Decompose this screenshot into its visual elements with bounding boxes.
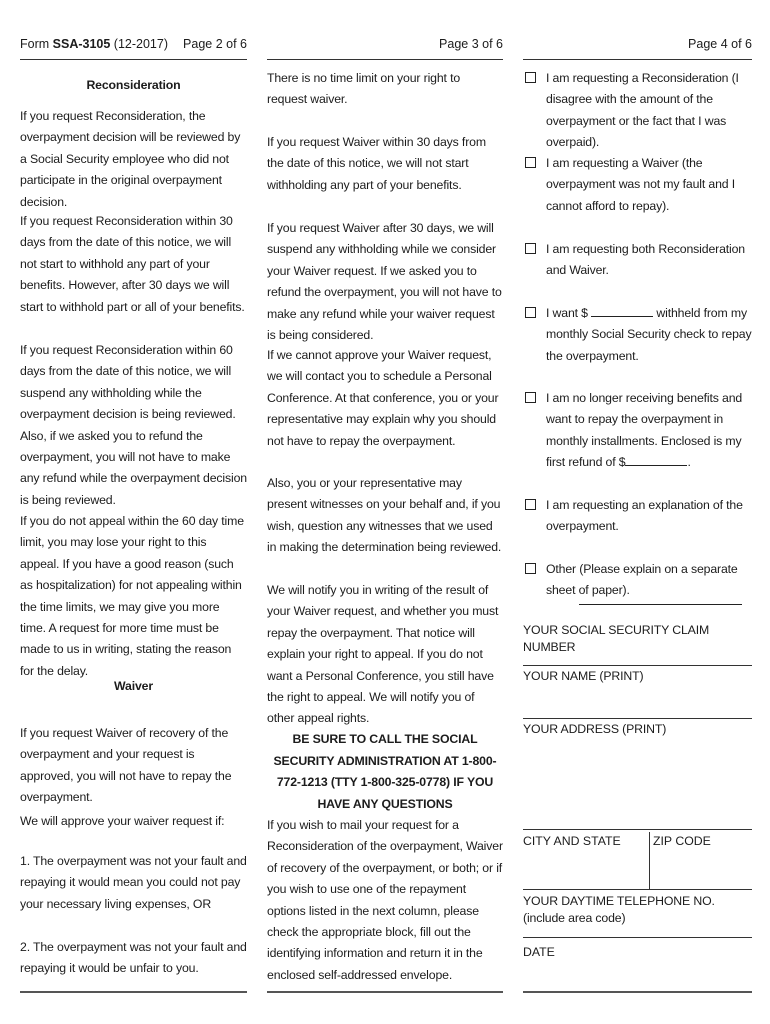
checkbox-explanation[interactable] [525, 499, 536, 510]
option-explanation [523, 495, 752, 538]
zip-code-label[interactable]: ZIP CODE [653, 834, 711, 848]
date-field[interactable] [523, 945, 752, 959]
claim-number-field[interactable] [523, 622, 752, 666]
checkbox-both[interactable] [525, 243, 536, 254]
name-field[interactable] [523, 668, 752, 719]
option-withhold [523, 303, 752, 367]
address-field[interactable] [523, 721, 752, 829]
form-id: SSA-3105 [52, 37, 111, 51]
withhold-amount-field[interactable] [591, 316, 653, 317]
option-installments [523, 388, 752, 474]
reconsideration-heading: Reconsideration [86, 78, 181, 92]
page-3-column [267, 0, 503, 1024]
paragraph: If you request Waiver after 30 days, we will suspend any withholding while we consider your Waiver request. If we asked you to refund the overpayment, you will not have to make any refund while your waiver request is being considered. [267, 221, 502, 343]
field-divider [523, 829, 752, 830]
option-label-post: withheld from my monthly Social Security check to repay the overpayment. [546, 306, 752, 363]
paragraph: We will approve your waiver request if: [20, 814, 225, 828]
checkbox-withhold[interactable] [525, 307, 536, 318]
field-label: DATE [523, 945, 555, 959]
field-divider [649, 832, 650, 889]
option-label-pre: I want $ [546, 306, 592, 320]
other-explanation-line[interactable] [579, 604, 742, 605]
paragraph: 1. The overpayment was not your fault and repaying it would mean you could not pay your necessary living expenses, OR [20, 854, 247, 911]
phone-field[interactable] [523, 893, 752, 938]
paragraph: If you request Waiver within 30 days from the date of this notice, we will not start withholding any part of your benefits. [267, 135, 486, 192]
waiver-heading: Waiver [114, 679, 153, 693]
checkbox-waiver[interactable] [525, 157, 536, 168]
option-both [523, 239, 752, 282]
city-state-label[interactable]: CITY AND STATE [523, 834, 621, 848]
paragraph: If you request Reconsideration, the overpayment decision will be reviewed by a Social Security employee who did not participate in the original overpayment decision. [20, 109, 241, 209]
page-header [523, 37, 752, 60]
option-label: I am requesting a Waiver (the overpayment was not my fault and I cannot afford to repay). [546, 156, 736, 213]
page-header [20, 37, 247, 60]
paragraph: Also, you or your representative may present witnesses on your behalf and, if you wish, question any witnesses that we used in making the determination being reviewed. [267, 476, 502, 555]
refund-amount-field[interactable] [625, 465, 687, 466]
field-label: YOUR ADDRESS (PRINT) [523, 722, 667, 736]
form-date: (12-2017) [110, 37, 169, 51]
paragraph: If you do not appeal within the 60 day time limit, you may lose your right to this appeal. If you have a good reason (such as hospitalization) for not appealing within the time limits, we may give you more time. A request for more time must be made to us in writing, stating the reason for the delay. [20, 514, 244, 678]
footer-rule [267, 991, 503, 993]
paragraph: 2. The overpayment was not your fault and repaying it would be unfair to you. [20, 940, 247, 976]
page-number: Page 4 of 6 [688, 37, 752, 51]
option-label: I am requesting a Reconsideration (I disagree with the amount of the overpayment or the fact that I was overpaid). [546, 71, 739, 150]
option-label: Other (Please explain on a separate sheet of paper). [546, 562, 738, 598]
page-4-column [523, 0, 752, 1024]
footer-rule [20, 991, 247, 993]
page-number: Page 2 of 6 [183, 37, 247, 51]
option-reconsideration [523, 68, 752, 154]
paragraph: We will notify you in writing of the result of your Waiver request, and whether you must repay the overpayment. That notice will explain your right to appeal. If you do not want a Personal Conference, you still have the right to appeal. We will notify you of other appeal rights. [267, 583, 499, 726]
option-label-pre: I am no longer receiving benefits and want to repay the overpayment in monthly installments. Enclosed is my first refund of $ [546, 391, 743, 470]
paragraph: If you wish to mail your request for a Reconsideration of the overpayment, Waiver of recovery of the overpayment, or both; or if you wish to use one of the repayment options listed in the next column, please check the appropriate block, fill out the identifying information and return it in the enclosed self-addressed envelope. [267, 818, 503, 982]
field-label: YOUR SOCIAL SECURITY CLAIM NUMBER [523, 623, 710, 654]
checkbox-installments[interactable] [525, 392, 536, 403]
page-number: Page 3 of 6 [439, 37, 503, 51]
option-label-post: . [687, 455, 691, 470]
checkbox-reconsideration[interactable] [525, 72, 536, 83]
option-waiver [523, 153, 752, 217]
field-label: YOUR DAYTIME TELEPHONE NO. (include area code) [523, 894, 715, 925]
option-other [523, 559, 752, 602]
option-label: I am requesting both Reconsideration and Waiver. [546, 242, 745, 278]
call-notice: BE SURE TO CALL THE SOCIAL SECURITY ADMINISTRATION AT 1-800-772-1213 (TTY 1-800-325-0778) IF YOU HAVE ANY QUESTIONS [273, 732, 497, 812]
form-number [20, 37, 168, 51]
option-label: I am requesting an explanation of the overpayment. [546, 498, 743, 534]
field-label: YOUR NAME (PRINT) [523, 669, 644, 683]
paragraph: If you request Reconsideration within 60 days from the date of this notice, we will suspend any withholding while the overpayment decision is being reviewed. Also, if we asked you to refund the overpayment, you will not have to make any refund while the overpayment decision is being reviewed. [20, 343, 247, 507]
checkbox-other[interactable] [525, 563, 536, 574]
paragraph: There is no time limit on your right to request waiver. [267, 71, 461, 107]
paragraph: If you request Waiver of recovery of the overpayment and your request is approved, you will not have to repay the overpayment. [20, 726, 232, 805]
footer-rule [523, 991, 752, 993]
city-zip-row [523, 832, 752, 890]
paragraph: If you request Reconsideration within 30 days from the date of this notice, we will not start to withhold any part of your benefits. However, after 30 days we will start to withhold part or all of your benefits. [20, 214, 245, 314]
page-2-column [20, 0, 247, 1024]
form-prefix: Form [20, 37, 53, 51]
page-header [267, 37, 503, 60]
paragraph: If we cannot approve your Waiver request, we will contact you to schedule a Personal Conference. At that conference, you or your representative may explain why you should not have to repay the overpayment. [267, 348, 499, 448]
